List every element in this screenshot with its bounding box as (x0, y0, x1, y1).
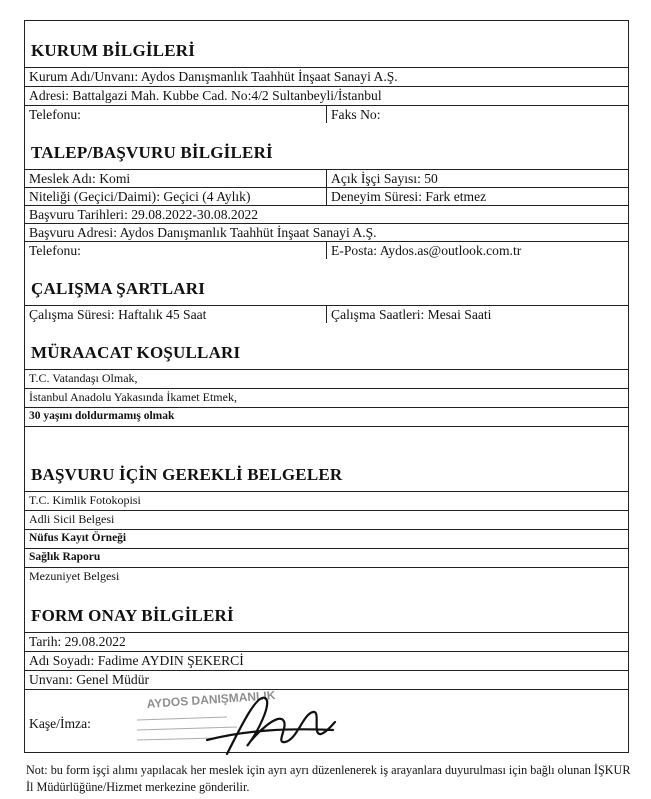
footnote: Not: bu form işçi alımı yapılacak her meslek için ayrı ayrı düzenlenerek iş arayanlara duyurulması için bağlı olunan İŞKUR İl Müdürlüğüne/Hizmet merkezine gönderilir. (26, 763, 631, 794)
kase-imza-label: Kaşe/İmza: (29, 716, 91, 731)
row-niteligi (25, 187, 628, 205)
onay-adi-soyadi: Adı Soyadı: Fadime AYDIN ŞEKERCİ (29, 653, 244, 668)
section-title-kurum: KURUM BİLGİLERİ (31, 41, 196, 60)
basvuru-tarihleri: Başvuru Tarihleri: 29.08.2022-30.08.2022 (29, 207, 259, 222)
signature-path (207, 698, 335, 754)
stamp-line (137, 738, 217, 740)
calisma-suresi: Çalışma Süresi: Haftalık 45 Saat (25, 306, 327, 323)
stamp-line (137, 727, 237, 730)
kurum-faks: Faks No: (331, 107, 381, 122)
list-item (25, 510, 628, 529)
section-title-talep: TALEP/BAŞVURU BİLGİLERİ (31, 143, 273, 162)
stamp-text: AYDOS DANIŞMANLIK (146, 688, 276, 711)
list-item (25, 388, 628, 407)
stamp-line (137, 717, 227, 720)
belge-item-1: T.C. Kimlik Fotokopisi (29, 493, 141, 507)
empty-row (25, 426, 628, 445)
company-stamp-signature (107, 684, 337, 758)
row-talep-telefon (25, 241, 628, 259)
section-title-onay: FORM ONAY BİLGİLERİ (31, 606, 234, 625)
kurum-adi: Kurum Adı/Unvanı: Aydos Danışmanlık Taahhüt İnşaat Sanayi A.Ş. (29, 69, 398, 84)
calisma-saatleri: Çalışma Saatleri: Mesai Saati (331, 307, 492, 322)
list-item (25, 491, 628, 510)
meslek-adi: Meslek Adı: Komi (25, 170, 327, 187)
row-basvuru-adresi (25, 223, 628, 241)
belge-item-3: Nüfus Kayıt Örneği (29, 532, 127, 544)
belge-item-5: Mezuniyet Belgesi (29, 569, 120, 583)
row-basvuru-tarihleri (25, 205, 628, 223)
section-title-calisma: ÇALIŞMA ŞARTLARI (31, 279, 206, 298)
onay-tarih: Tarih: 29.08.2022 (29, 634, 126, 649)
row-meslek (25, 169, 628, 187)
row-onay-adi-soyadi (25, 651, 628, 670)
talep-telefon: Telefonu: (25, 242, 327, 259)
row-kase-imza (25, 689, 628, 752)
list-item (25, 529, 628, 548)
kurum-telefon: Telefonu: (25, 106, 327, 123)
talep-eposta: E-Posta: Aydos.as@outlook.com.tr (331, 243, 522, 258)
belge-item-4: Sağlık Raporu (29, 551, 101, 563)
row-kurum-adi (25, 67, 628, 86)
list-item (25, 369, 628, 388)
muracaat-item-1: T.C. Vatandaşı Olmak, (29, 371, 138, 385)
deneyim-suresi: Deneyim Süresi: Fark etmez (331, 189, 487, 204)
list-item (25, 548, 628, 567)
basvuru-adresi: Başvuru Adresi: Aydos Danışmanlık Taahhüt İnşaat Sanayi A.Ş. (29, 225, 377, 240)
kurum-adres: Adresi: Battalgazi Mah. Kubbe Cad. No:4/2 Sultanbeyli/İstanbul (29, 88, 382, 103)
niteligi: Niteliği (Geçici/Daimi): Geçici (4 Aylık) (25, 188, 327, 205)
acik-isci-sayisi: Açık İşçi Sayısı: 50 (331, 171, 438, 186)
row-calisma (25, 305, 628, 323)
muracaat-item-3: 30 yaşını doldurmamış olmak (29, 410, 175, 422)
belge-item-2: Adli Sicil Belgesi (29, 512, 115, 526)
onay-unvani: Unvanı: Genel Müdür (29, 672, 150, 687)
muracaat-item-2: İstanbul Anadolu Yakasında İkamet Etmek, (29, 390, 237, 404)
section-title-belgeler: BAŞVURU İÇİN GEREKLİ BELGELER (31, 465, 343, 484)
row-kurum-telefon (25, 105, 628, 123)
section-title-muracaat: MÜRAACAT KOŞULLARI (31, 343, 241, 362)
row-kurum-adres (25, 86, 628, 105)
row-onay-tarih (25, 632, 628, 651)
list-item (25, 407, 628, 426)
list-item (25, 567, 628, 586)
job-posting-form (24, 20, 629, 753)
